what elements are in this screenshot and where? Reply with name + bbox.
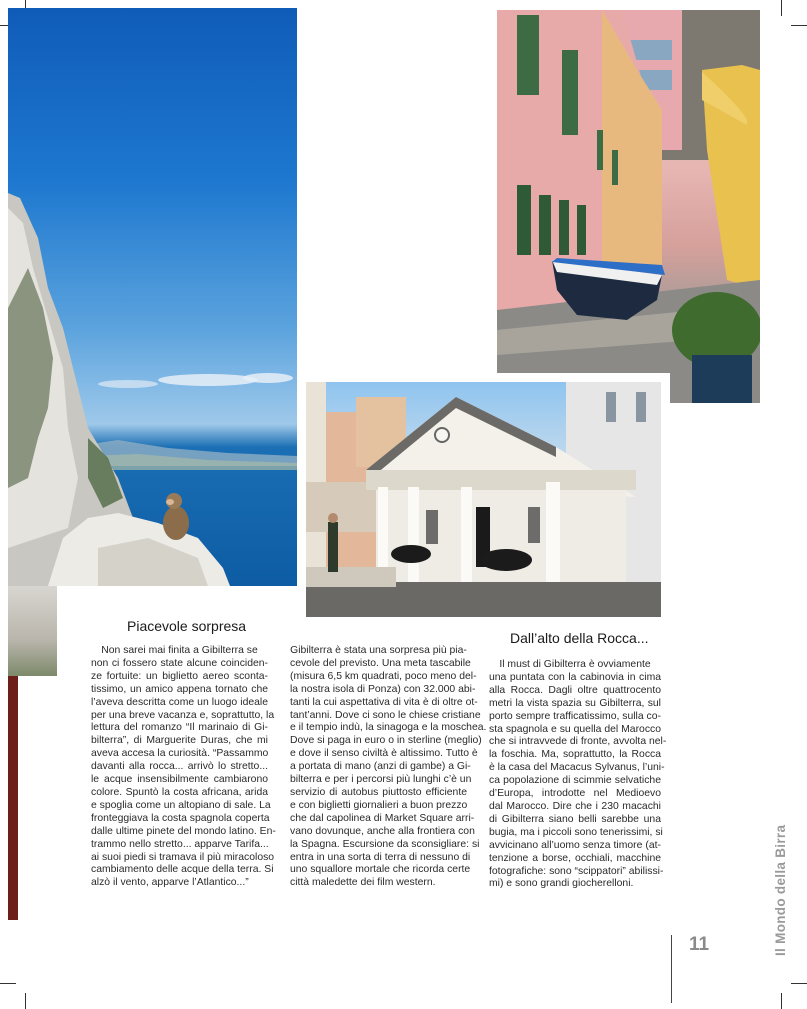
section-heading: Piacevole sorpresa — [127, 618, 247, 634]
body-text-line: la foschia. Ma, soprattutto, la Rocca — [489, 749, 661, 761]
crop-mark — [781, 993, 782, 1009]
body-text-line: ai suoi piedi si tramava il più miracoloso — [91, 851, 275, 863]
body-text-line: porto sempre trafficatissimo, sulla co- — [489, 710, 661, 722]
body-text-line: tissimo, un amico appena tornato che — [91, 683, 268, 695]
body-text-line: trammo nello stretto... apparve Tarifa... — [91, 838, 269, 850]
body-text-line: vano dovunque, anche alla frontiera con — [290, 825, 475, 837]
body-text-line: tant’anni. Dove ci sono le chiese cristiane — [290, 709, 481, 721]
body-text-line: una puntata con la cabinovia in cima — [489, 671, 661, 683]
body-text-line: e il tempio indù, la sinagoga e la moschea. — [290, 722, 487, 734]
body-text-line: davanti alla rocca... arrivò lo stretto... — [91, 761, 268, 773]
body-column-3 — [489, 659, 667, 891]
body-text-line: dal Marocco. Dire che i 230 macachi — [489, 800, 661, 812]
body-column-2 — [290, 645, 487, 890]
body-text-line: per una breve vacanza e, soprattutto, la — [91, 709, 275, 721]
body-text-line: uno squallore mortale che ricorda certe — [290, 864, 471, 876]
body-text-line: aveva accesa la curiosità. “Passammo — [91, 748, 269, 760]
body-text-line: che dal capolinea di Market Square arri- — [290, 812, 475, 824]
body-text-line: la Spagna. Escursione da sconsigliare: si — [290, 838, 480, 850]
body-text-line: fronteggiava la costa spagnola coperta — [91, 812, 270, 824]
body-text-line: città maledette dei film western. — [290, 877, 436, 889]
crop-mark — [25, 993, 26, 1009]
body-text-line: alzò il vento, apparve l’Atlantico...” — [91, 877, 249, 889]
body-text-line: dalle ultime pinete del mondo latino. En- — [91, 825, 276, 837]
body-text-line: Dove si paga in euro o in sterline (meglio) — [290, 735, 482, 747]
body-text-line: l’aveva descritta come un luogo ideale — [91, 696, 268, 708]
body-text-line: metri la vista spazia su Gibilterra, sul — [489, 697, 661, 709]
body-text-line: mi) e sono grandi giocherelloni. — [489, 878, 634, 890]
crop-mark — [781, 0, 782, 16]
body-text-line: cambiamento delle acque della terra. Si — [91, 864, 274, 876]
body-text-line: Non sarei mai finita a Gibilterra se — [101, 645, 258, 656]
body-text-line: cevole del previsto. Una meta tascabile — [290, 657, 471, 669]
body-text-line: e dove il senso civiltà è altissimo. Tutto è — [290, 748, 478, 760]
body-text-line: tanti la cui aspettativa di vita è di oltre ot- — [290, 696, 478, 708]
body-text-line: a portata di mano (anzi di gambe) a Gi- — [290, 761, 471, 773]
body-text-line: la nostra isola di Ponza) con 32.000 abi- — [290, 683, 476, 695]
body-text-line: tenzione a borse, occhiali, macchine — [489, 852, 661, 864]
body-text-line: avvicinano all’uomo senza timore (at- — [489, 839, 661, 851]
body-text-line: colore. Spuntò la costa africana, arida — [91, 786, 268, 798]
body-text-line: Il must di Gibilterra è ovviamente — [499, 659, 651, 670]
page-number-rule — [671, 935, 672, 1003]
body-text-line: servizio di autobus piuttosto efficiente — [290, 786, 467, 798]
body-text-line: ca popolazione di scimmie selvatiche — [489, 775, 661, 787]
body-text-line: (misura 6,5 km quadrati, poco meno del- — [290, 670, 477, 682]
street-boat-photo — [497, 10, 760, 403]
body-text-line: lettura del romanzo “Il marinaio di Gi- — [91, 722, 268, 734]
body-text-line: entra in una sorta di terra di nessuno di — [290, 851, 471, 863]
rock-of-gibraltar-photo — [8, 8, 297, 586]
body-text-line: non ci fossero state alcune coinciden- — [91, 657, 268, 669]
body-text-line: bilterra”, di Marguerite Duras, che mi — [91, 735, 268, 747]
body-text-line: e con biglietti giornalieri a buon prezzo — [290, 799, 468, 811]
body-text-line: ze fortuite: un biglietto aereo sconta- — [91, 670, 268, 682]
body-column-1 — [91, 645, 276, 890]
body-text-line: fotografiche: sono “scippatori” abilissi- — [489, 865, 664, 877]
magazine-title: Il Mondo della Birra — [773, 824, 788, 956]
body-text-line: bilterra e per i percorsi più lunghi c’è un — [290, 774, 472, 786]
body-text-line: d’Europa, introdotte nel Medioevo — [489, 788, 661, 800]
body-text-line: bugia, ma i piccoli sono tenerissimi, si — [489, 826, 663, 838]
rock-strip — [8, 586, 57, 676]
body-text-line: Gibilterra è stata una sorpresa più pia- — [290, 645, 467, 656]
body-text-line: sta spagnola e su quella del Marocco — [489, 723, 661, 735]
body-text-line: che si intravvede di fronte, avvolta nel- — [489, 736, 667, 748]
crop-mark — [0, 983, 16, 984]
body-text-line: le acque insensibilmente cambiarono — [91, 774, 268, 786]
body-text-line: e spoglia come un altopiano di sale. La — [91, 799, 271, 811]
crop-mark — [791, 25, 807, 26]
body-text-line: è la casa del Macacus Sylvanus, l’uni- — [489, 762, 665, 774]
page-number: 11 — [689, 934, 710, 955]
side-color-bar — [8, 676, 18, 920]
section-heading: Dall’alto della Rocca... — [510, 630, 649, 646]
body-text-line: alla Rocca. Dagli oltre quattrocento — [489, 684, 661, 696]
body-text-line: di Gibilterra siano belli sarebbe una — [489, 813, 661, 825]
portico-building-photo — [306, 382, 661, 617]
crop-mark — [791, 983, 807, 984]
